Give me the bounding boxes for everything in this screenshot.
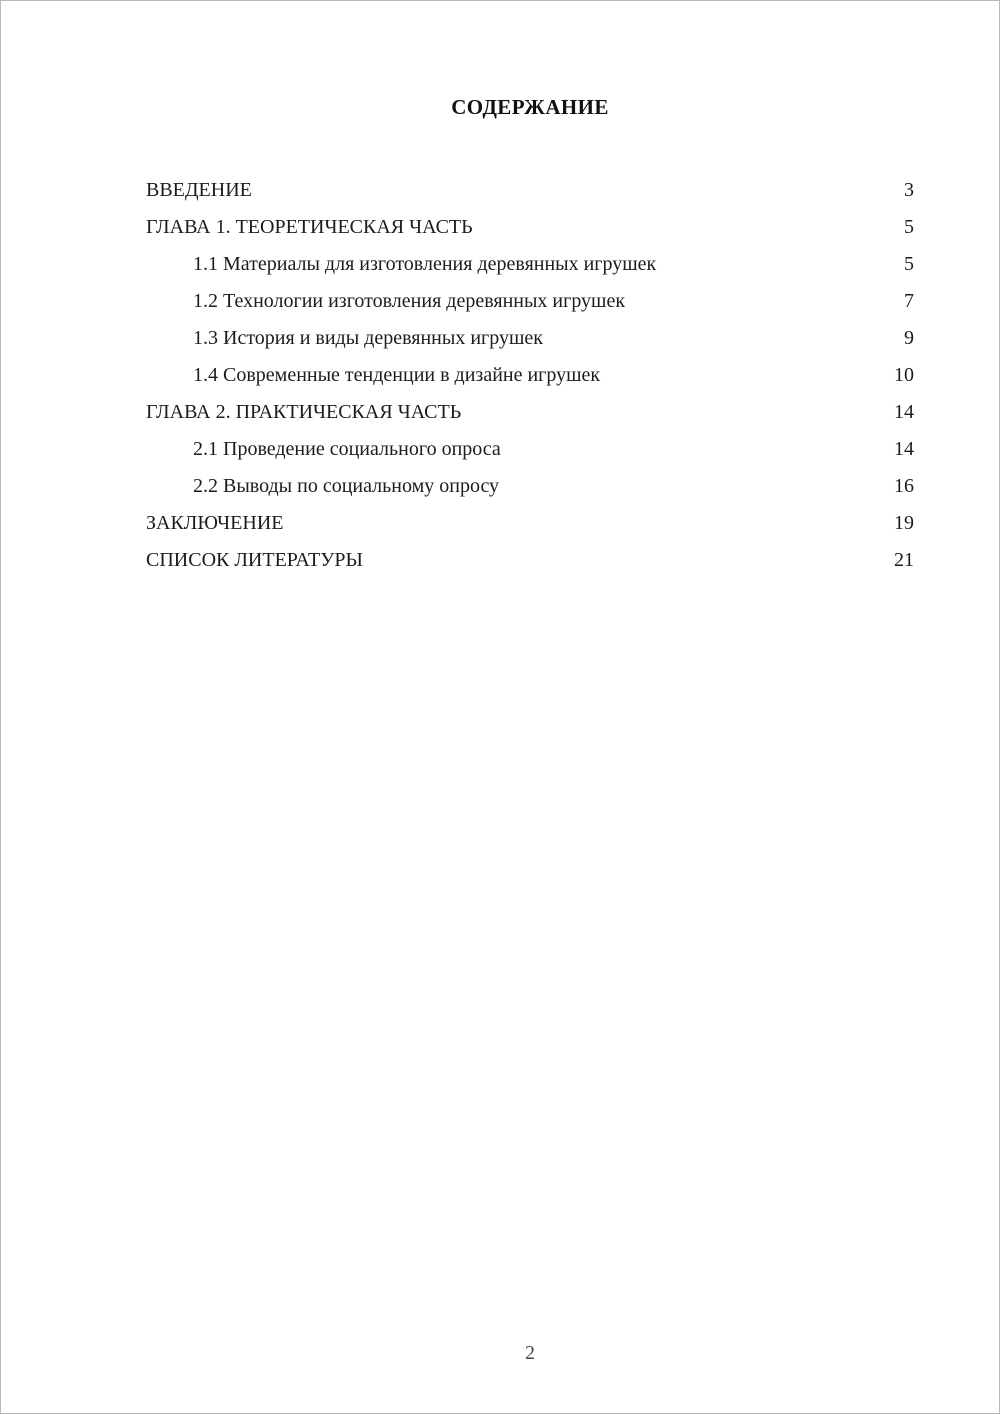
- toc-entry: [146, 394, 914, 431]
- toc-entry: [146, 172, 914, 209]
- toc-entry-label: 1.1 Материалы для изготовления деревянных игрушек: [193, 253, 657, 275]
- toc-entry-page-number: 5: [904, 216, 914, 238]
- table-of-contents: [146, 172, 914, 579]
- toc-entry-label: 2.1 Проведение социального опроса: [193, 438, 501, 460]
- toc-entry-page-number: 21: [894, 549, 914, 571]
- toc-entry-label: 1.4 Современные тенденции в дизайне игрушек: [193, 364, 601, 386]
- toc-entry-page-number: 3: [904, 179, 914, 201]
- toc-entry-page-number: 10: [894, 364, 914, 386]
- toc-entry-label: ВВЕДЕНИЕ: [146, 179, 252, 201]
- toc-entry-label: 1.2 Технологии изготовления деревянных игрушек: [193, 290, 626, 312]
- toc-entry-page-number: 14: [894, 438, 914, 460]
- page-title: СОДЕРЖАНИЕ: [451, 95, 609, 119]
- toc-entry: [146, 246, 914, 283]
- toc-entry-label: ЗАКЛЮЧЕНИЕ: [146, 512, 284, 534]
- toc-entry: [146, 542, 914, 579]
- toc-entry-label: ГЛАВА 1. ТЕОРЕТИЧЕСКАЯ ЧАСТЬ: [146, 216, 473, 238]
- toc-entry-page-number: 14: [894, 401, 914, 423]
- toc-entry: [146, 431, 914, 468]
- toc-entry-label: 1.3 История и виды деревянных игрушек: [193, 327, 543, 349]
- toc-entry: [146, 209, 914, 246]
- toc-entry-label: СПИСОК ЛИТЕРАТУРЫ: [146, 549, 363, 571]
- toc-entry: [146, 468, 914, 505]
- toc-entry-label: ГЛАВА 2. ПРАКТИЧЕСКАЯ ЧАСТЬ: [146, 401, 462, 423]
- toc-entry: [146, 357, 914, 394]
- toc-entry-label: 2.2 Выводы по социальному опросу: [193, 475, 500, 497]
- toc-entry-page-number: 16: [894, 475, 914, 497]
- toc-entry-page-number: 7: [904, 290, 914, 312]
- toc-entry-page-number: 19: [894, 512, 914, 534]
- toc-entry: [146, 320, 914, 357]
- page-number: 2: [525, 1342, 535, 1364]
- toc-entry: [146, 283, 914, 320]
- toc-entry: [146, 505, 914, 542]
- toc-entry-page-number: 9: [904, 327, 914, 349]
- toc-entry-page-number: 5: [904, 253, 914, 275]
